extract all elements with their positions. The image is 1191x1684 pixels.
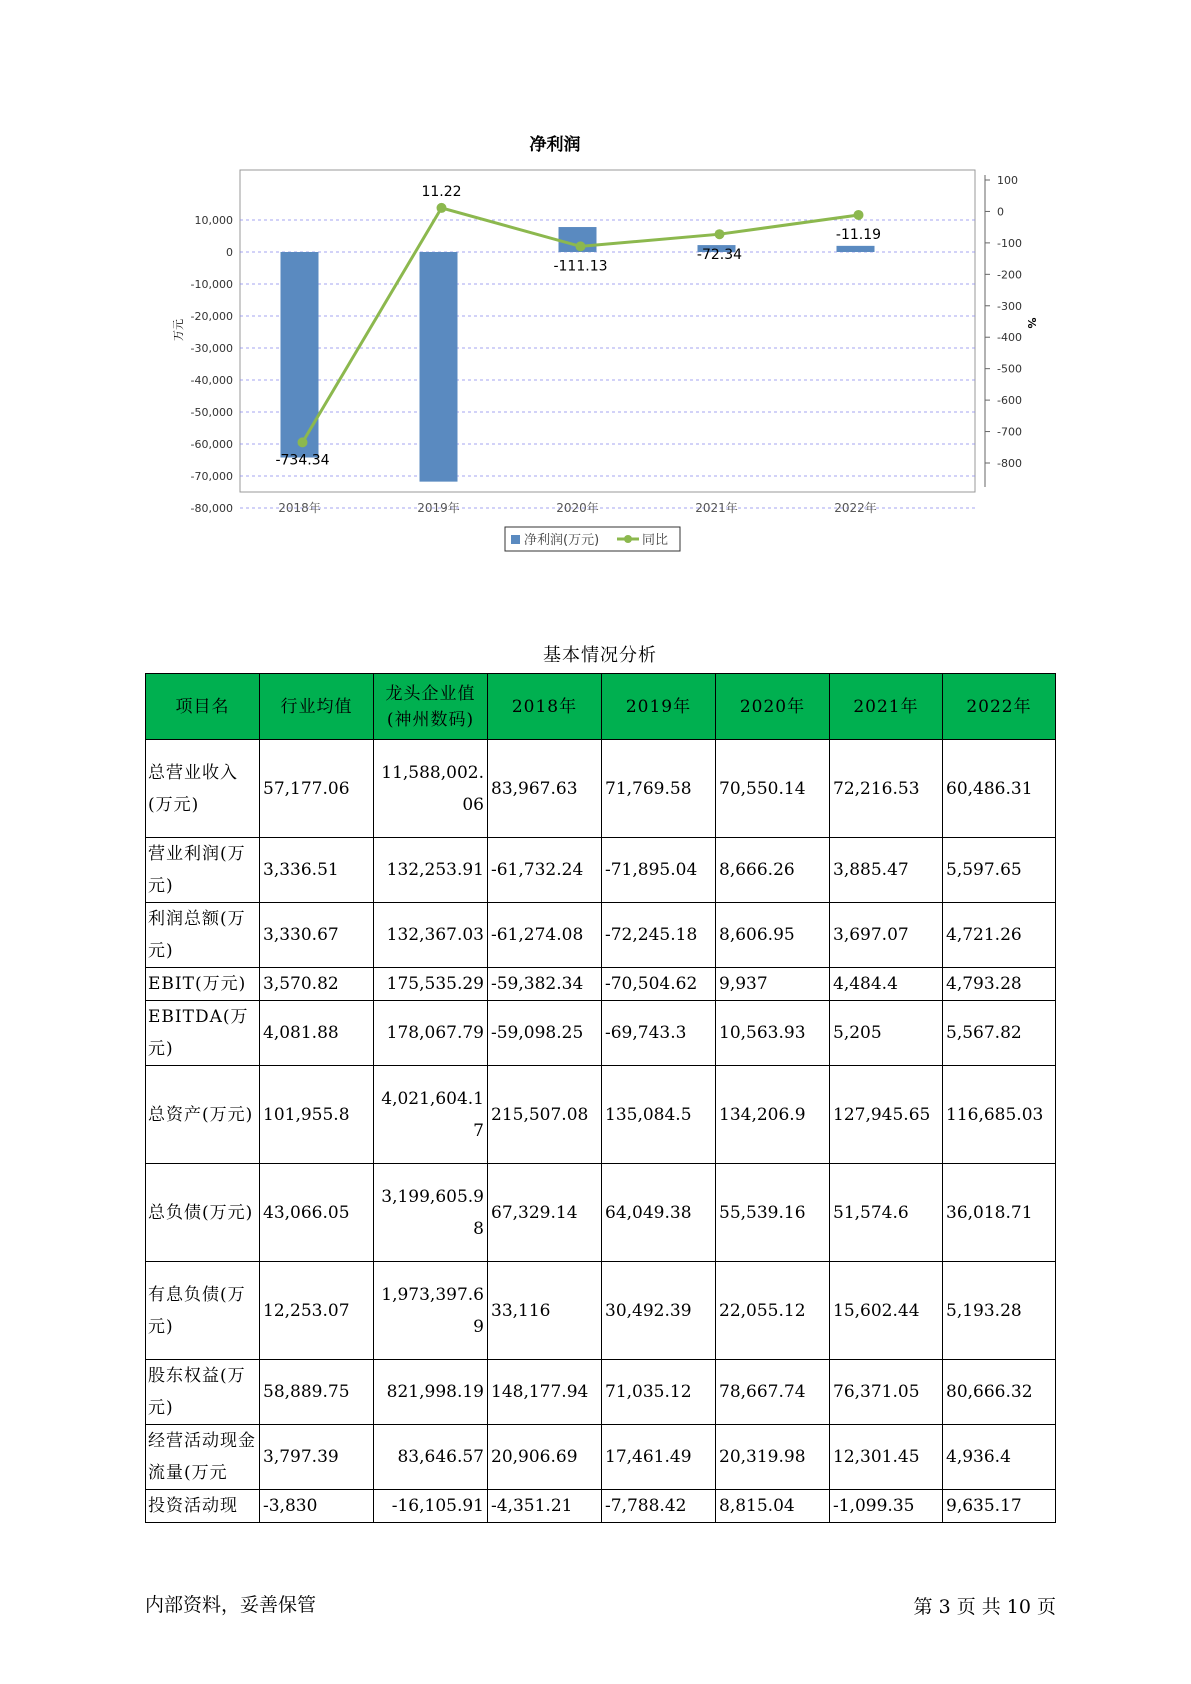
value-cell: 80,666.32 (943, 1360, 1056, 1425)
y-tick-label: -40,000 (190, 374, 233, 387)
y-tick-label: -30,000 (190, 342, 233, 355)
value-cell: -59,382.34 (488, 968, 602, 1001)
legend-swatch-bar (511, 535, 520, 544)
value-cell: -61,732.24 (488, 838, 602, 903)
value-cell: -59,098.25 (488, 1001, 602, 1066)
table-row (146, 838, 1056, 903)
table-caption: 基本情况分析 (543, 645, 657, 666)
row-label-cell: 总营业收入(万元) (146, 740, 260, 838)
point-yoy (298, 437, 308, 447)
value-cell: 4,936.4 (943, 1425, 1056, 1490)
point-yoy (715, 229, 725, 239)
x-tick-label: 2022年 (834, 501, 877, 515)
header-cell: 2020年 (716, 674, 830, 740)
point-yoy (437, 203, 447, 213)
value-cell: 3,570.82 (260, 968, 374, 1001)
value-cell: 132,367.03 (374, 903, 488, 968)
value-cell: -72,245.18 (602, 903, 716, 968)
value-cell: 10,563.93 (716, 1001, 830, 1066)
value-cell: 76,371.05 (830, 1360, 943, 1425)
value-cell: 821,998.19 (374, 1360, 488, 1425)
header-cell: 龙头企业值(神州数码) (374, 674, 488, 740)
value-cell: 5,597.65 (943, 838, 1056, 903)
header-cell: 2018年 (488, 674, 602, 740)
y-right-tick-label: 0 (997, 205, 1004, 219)
table-row (146, 903, 1056, 968)
y-tick-label: 10,000 (194, 214, 233, 227)
y-tick-label: -20,000 (190, 310, 233, 323)
value-cell: -69,743.3 (602, 1001, 716, 1066)
value-cell: 36,018.71 (943, 1164, 1056, 1262)
value-cell: 3,199,605.98 (374, 1164, 488, 1262)
value-cell: 20,319.98 (716, 1425, 830, 1490)
value-cell: 5,205 (830, 1001, 943, 1066)
y-axis-label: 万元 (172, 319, 185, 341)
value-cell: 135,084.5 (602, 1066, 716, 1164)
bar-net-profit (837, 246, 875, 252)
value-cell: 132,253.91 (374, 838, 488, 903)
row-label-cell: EBIT(万元) (146, 968, 260, 1001)
value-cell: 11,588,002.06 (374, 740, 488, 838)
value-cell: 64,049.38 (602, 1164, 716, 1262)
value-cell: 4,021,604.17 (374, 1066, 488, 1164)
table-row (146, 1262, 1056, 1360)
y-right-tick-label: -100 (997, 236, 1022, 250)
value-cell: 3,336.51 (260, 838, 374, 903)
header-cell: 2019年 (602, 674, 716, 740)
row-label-cell: 股东权益(万元) (146, 1360, 260, 1425)
legend-swatch-point (624, 535, 632, 543)
value-cell: 70,550.14 (716, 740, 830, 838)
value-cell: 83,646.57 (374, 1425, 488, 1490)
y-right-tick-label: -500 (997, 362, 1022, 376)
value-cell: 15,602.44 (830, 1262, 943, 1360)
value-cell: 175,535.29 (374, 968, 488, 1001)
chart-title: 净利润 (529, 135, 581, 155)
value-cell: -1,099.35 (830, 1490, 943, 1523)
data-label-yoy: -734.34 (275, 452, 330, 469)
row-label-cell: 总资产(万元) (146, 1066, 260, 1164)
table-row (146, 1425, 1056, 1490)
header-cell: 2022年 (943, 674, 1056, 740)
value-cell: 215,507.08 (488, 1066, 602, 1164)
y-right-tick-label: -600 (997, 394, 1022, 408)
value-cell: 134,206.9 (716, 1066, 830, 1164)
value-cell: 3,885.47 (830, 838, 943, 903)
value-cell: 58,889.75 (260, 1360, 374, 1425)
data-label-yoy: -72.34 (696, 247, 743, 264)
legend-label-line: 同比 (642, 533, 669, 548)
point-yoy (576, 241, 586, 251)
value-cell: 116,685.03 (943, 1066, 1056, 1164)
x-tick-label: 2019年 (417, 501, 460, 515)
value-cell: -71,895.04 (602, 838, 716, 903)
value-cell: 127,945.65 (830, 1066, 943, 1164)
row-label-cell: 有息负债(万元) (146, 1262, 260, 1360)
table-row (146, 1164, 1056, 1262)
y-right-tick-label: -700 (997, 425, 1022, 439)
table-row (146, 1066, 1056, 1164)
legend-label-bar: 净利润(万元) (524, 533, 600, 548)
data-label-yoy: -111.13 (553, 258, 608, 275)
data-label-yoy: 11.22 (421, 183, 462, 200)
value-cell: 78,667.74 (716, 1360, 830, 1425)
value-cell: 55,539.16 (716, 1164, 830, 1262)
value-cell: -70,504.62 (602, 968, 716, 1001)
row-label-cell: 利润总额(万元) (146, 903, 260, 968)
x-tick-label: 2020年 (556, 501, 599, 515)
table-row (146, 1360, 1056, 1425)
value-cell: 71,769.58 (602, 740, 716, 838)
row-label-cell: 总负债(万元) (146, 1164, 260, 1262)
value-cell: 3,697.07 (830, 903, 943, 968)
value-cell: 4,793.28 (943, 968, 1056, 1001)
value-cell: 71,035.12 (602, 1360, 716, 1425)
y-tick-label: -50,000 (190, 406, 233, 419)
table-header-row (146, 674, 1056, 740)
y-tick-label: -70,000 (190, 470, 233, 483)
value-cell: 22,055.12 (716, 1262, 830, 1360)
value-cell: 1,973,397.69 (374, 1262, 488, 1360)
row-label-cell: 投资活动现 (146, 1490, 260, 1523)
value-cell: 33,116 (488, 1262, 602, 1360)
value-cell: 12,253.07 (260, 1262, 374, 1360)
row-label-cell: EBITDA(万元) (146, 1001, 260, 1066)
net-profit-chart (160, 130, 1060, 600)
value-cell: -4,351.21 (488, 1490, 602, 1523)
table-row (146, 1001, 1056, 1066)
row-label-cell: 营业利润(万元) (146, 838, 260, 903)
value-cell: 43,066.05 (260, 1164, 374, 1262)
value-cell: 20,906.69 (488, 1425, 602, 1490)
footer-page-number: 第 3 页 共 10 页 (913, 1596, 1056, 1618)
value-cell: 9,635.17 (943, 1490, 1056, 1523)
y-tick-label: -10,000 (190, 278, 233, 291)
value-cell: 3,330.67 (260, 903, 374, 968)
value-cell: 83,967.63 (488, 740, 602, 838)
value-cell: 8,815.04 (716, 1490, 830, 1523)
value-cell: 148,177.94 (488, 1360, 602, 1425)
value-cell: -61,274.08 (488, 903, 602, 968)
point-yoy (854, 210, 864, 220)
value-cell: 4,081.88 (260, 1001, 374, 1066)
y-right-tick-label: -800 (997, 457, 1022, 470)
table-row (146, 968, 1056, 1001)
y-tick-label: -60,000 (190, 438, 233, 451)
value-cell: 67,329.14 (488, 1164, 602, 1262)
value-cell: 4,721.26 (943, 903, 1056, 968)
value-cell: 72,216.53 (830, 740, 943, 838)
y-right-axis-label: % (1025, 317, 1038, 329)
x-tick-label: 2021年 (695, 501, 738, 515)
value-cell: 17,461.49 (602, 1425, 716, 1490)
value-cell: 5,567.82 (943, 1001, 1056, 1066)
table-row (146, 1490, 1056, 1523)
value-cell: 101,955.8 (260, 1066, 374, 1164)
value-cell: 12,301.45 (830, 1425, 943, 1490)
y-right-tick-label: -200 (997, 268, 1022, 282)
value-cell: 57,177.06 (260, 740, 374, 838)
header-cell: 行业均值 (260, 674, 374, 740)
footer-confidential: 内部资料，妥善保管 (145, 1594, 317, 1616)
value-cell: -16,105.91 (374, 1490, 488, 1523)
value-cell: 5,193.28 (943, 1262, 1056, 1360)
value-cell: 178,067.79 (374, 1001, 488, 1066)
value-cell: 30,492.39 (602, 1262, 716, 1360)
value-cell: -3,830 (260, 1490, 374, 1523)
y-right-tick-label: 100 (997, 174, 1018, 187)
table-row (146, 740, 1056, 838)
value-cell: -7,788.42 (602, 1490, 716, 1523)
header-cell: 2021年 (830, 674, 943, 740)
value-cell: 60,486.31 (943, 740, 1056, 838)
y-right-tick-label: -400 (997, 331, 1022, 345)
data-label-yoy: -11.19 (835, 226, 882, 243)
value-cell: 4,484.4 (830, 968, 943, 1001)
row-label-cell: 经营活动现金流量(万元 (146, 1425, 260, 1490)
y-tick-label: 0 (226, 246, 233, 259)
value-cell: 51,574.6 (830, 1164, 943, 1262)
x-tick-label: 2018年 (278, 501, 321, 515)
value-cell: 9,937 (716, 968, 830, 1001)
basic-analysis-table (145, 673, 1056, 1523)
value-cell: 8,606.95 (716, 903, 830, 968)
value-cell: 8,666.26 (716, 838, 830, 903)
value-cell: 3,797.39 (260, 1425, 374, 1490)
header-cell: 项目名 (146, 674, 260, 740)
y-right-tick-label: -300 (997, 299, 1022, 313)
y-tick-label: -80,000 (190, 502, 233, 515)
bar-net-profit (420, 252, 458, 482)
